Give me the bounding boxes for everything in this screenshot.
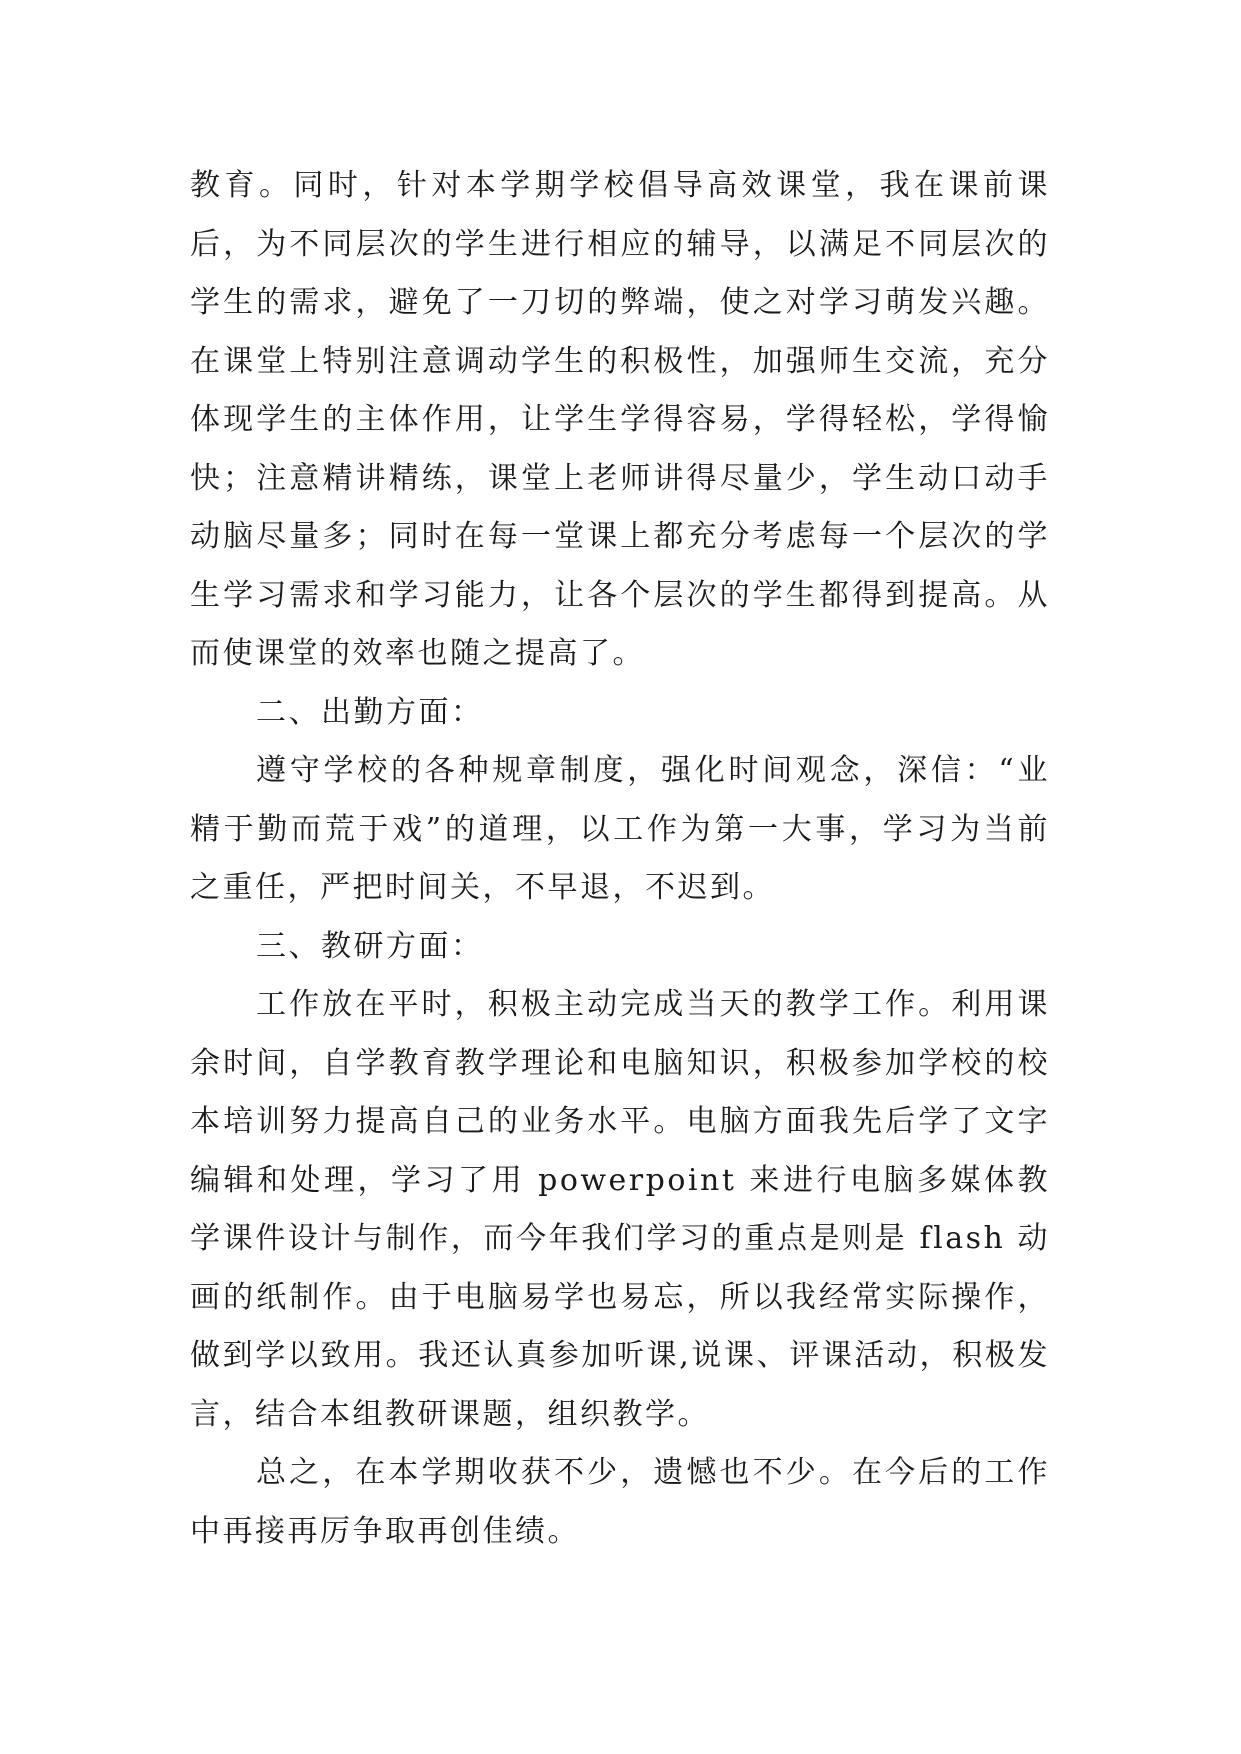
paragraph-conclusion: 总之，在本学期收获不少，遗憾也不少。在今后的工作中再接再厉争取再创佳绩。 [190,1455,1050,1549]
paragraph-teaching-research: 工作放在平时，积极主动完成当天的教学工作。利用课余时间，自学教育教学理论和电脑知识，积极参加学校的校本培训努力提高自己的业务水平。电脑方面我先后学了文字编辑和处理，学习了用 powerpoint 来进行电脑多媒体教学课件设计与制作，而今年我们学习的重点是则是 flash 动画的纸制作。由于电脑易学也易忘，所以我经常实际操作，做到学以致用。我还认真参加听课,说课、评课活动，积极发言，结合本组教研课题，组织教学。 [190,987,1050,1432]
heading-teaching-research: 三、教研方面： [256,928,484,964]
heading-attendance: 二、出勤方面： [256,694,484,730]
document-body [190,157,1050,1561]
paragraph-teaching-practice: 教育。同时，针对本学期学校倡导高效课堂，我在课前课后，为不同层次的学生进行相应的辅导，以满足不同层次的学生的需求，避免了一刀切的弊端，使之对学习萌发兴趣。在课堂上特别注意调动学生的积极性，加强师生交流，充分体现学生的主体作用，让学生学得容易，学得轻松，学得愉快；注意精讲精练，课堂上老师讲得尽量少，学生动口动手动脑尽量多；同时在每一堂课上都充分考虑每一个层次的学生学习需求和学习能力，让各个层次的学生都得到提高。从而使课堂的效率也随之提高了。 [190,168,1050,671]
paragraph-attendance: 遵守学校的各种规章制度，强化时间观念，深信：“业精于勤而荒于戏”的道理，以工作为第一大事，学习为当前之重任，严把时间关，不早退，不迟到。 [190,753,1050,905]
